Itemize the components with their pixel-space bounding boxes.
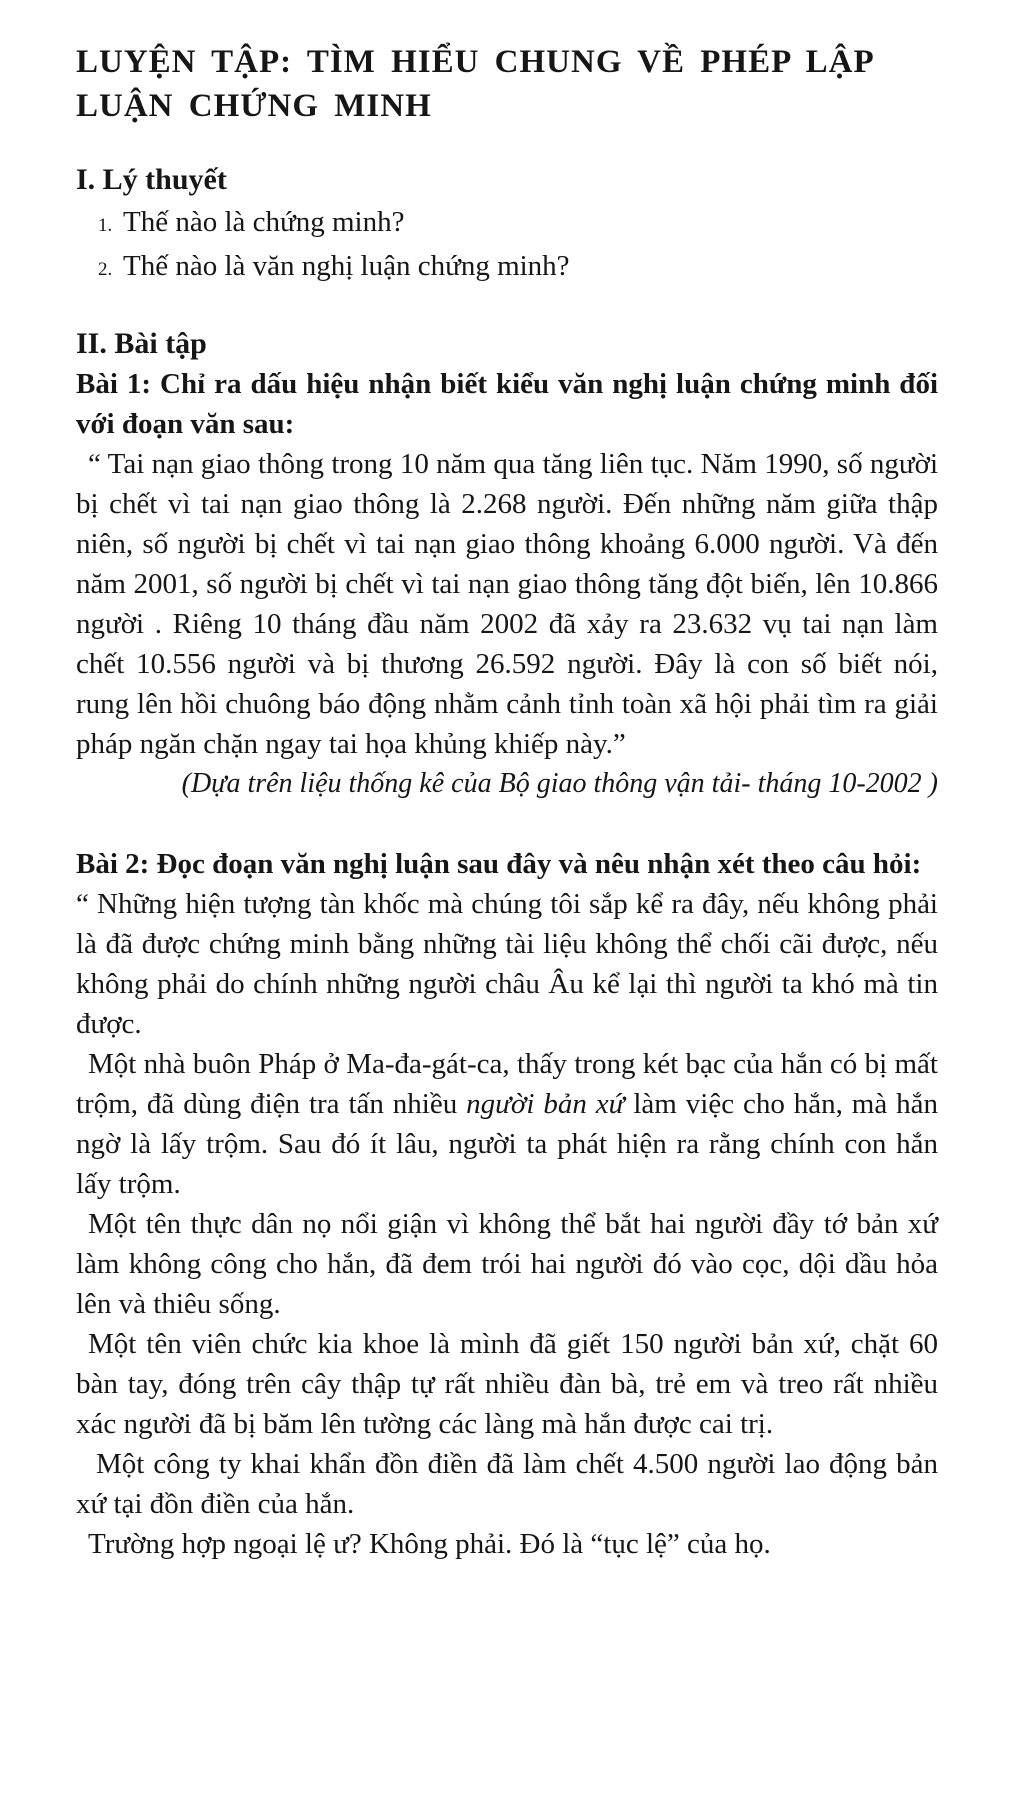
exercise-1-source: (Dựa trên liệu thống kê của Bộ giao thông vận tải- tháng 10-2002 ) [181,768,938,799]
exercise-2-paragraph-cut: Trường hợp ngoại lệ ư? Không phải. Đó là “tục lệ” của họ. [88,1528,771,1560]
exercise-2-paragraph: “ Những hiện tượng tàn khốc mà chúng tôi sắp kể ra đây, nếu không phải là đã được chứng minh bằng những tài liệu không thể chối cãi được, nếu không phải do chính những người châu Âu kể lại thì người ta khó mà tin được. [76,888,938,1040]
list-item [76,202,938,246]
list-item-number: 1. [98,215,113,236]
exercise-2-paragraph: Một tên viên chức kia khoe là mình đã giết 150 người bản xứ, chặt 60 bàn tay, đóng trên cây thập tự rất nhiều đàn bà, trẻ em và treo rất nhiều xác người đã bị băm lên tường các làng mà hắn được cai trị. [76,1328,938,1440]
theory-heading: I. Lý thuyết [76,163,227,196]
italic-term: người bản xứ [466,1088,625,1120]
theory-list [76,202,938,290]
exercise-1-passage: “ Tai nạn giao thông trong 10 năm qua tăng liên tục. Năm 1990, số người bị chết vì tai nạn giao thông là 2.268 người. Đến những năm giữa thập niên, số người bị chết vì tai nạn giao thông khoảng 6.000 người. Và đến năm 2001, số người bị chết vì tai nạn giao thông tăng đột biến, lên 10.866 người . Riêng 10 tháng đầu năm 2002 đã xảy ra 23.632 vụ tai nạn làm chết 10.556 người và bị thương 26.592 người. Đây là con số biết nói, rung lên hồi chuông báo động nhằm cảnh tỉnh toàn xã hội phải tìm ra giải pháp ngăn chặn ngay tai họa khủng khiếp này.” [76,448,938,760]
exercises-heading: II. Bài tập [76,327,207,360]
exercise-2-paragraph [76,1044,938,1204]
exercise-2-heading: Bài 2: Đọc đoạn văn nghị luận sau đây và nêu nhận xét theo câu hỏi: [76,848,922,880]
page-title: LUYỆN TẬP: TÌM HIỂU CHUNG VỀ PHÉP LẬP LUẬN CHỨNG MINH [76,44,873,124]
document-page [76,40,938,1564]
exercise-2-paragraph: Một công ty khai khẩn đồn điền đã làm chết 4.500 người lao động bản xứ tại đồn điền của hắn. [76,1448,938,1520]
list-item [76,246,938,290]
list-item-number: 2. [98,259,113,280]
list-item-text: Thế nào là văn nghị luận chứng minh? [122,250,570,282]
list-item-text: Thế nào là chứng minh? [122,206,405,238]
paragraph-text: làm việc cho hắn, mà hắn ngờ là lấy trộm. Sau đó ít lâu, người ta phát hiện ra rằng chính con hắn lấy trộm. [76,1088,938,1200]
exercise-2-paragraph: Một tên thực dân nọ nổi giận vì không thể bắt hai người đầy tớ bản xứ làm không công cho hắn, đã đem trói hai người đó vào cọc, dội dầu hỏa lên và thiêu sống. [76,1208,938,1320]
exercise-1-heading: Bài 1: Chỉ ra dấu hiệu nhận biết kiểu văn nghị luận chứng minh đối với đoạn văn sau: [76,368,938,440]
paragraph-text: Một nhà buôn Pháp ở Ma-đa-gát-ca, thấy trong két bạc của hắn có bị mất trộm, đã dùng điện tra tấn nhiều [76,1048,938,1120]
